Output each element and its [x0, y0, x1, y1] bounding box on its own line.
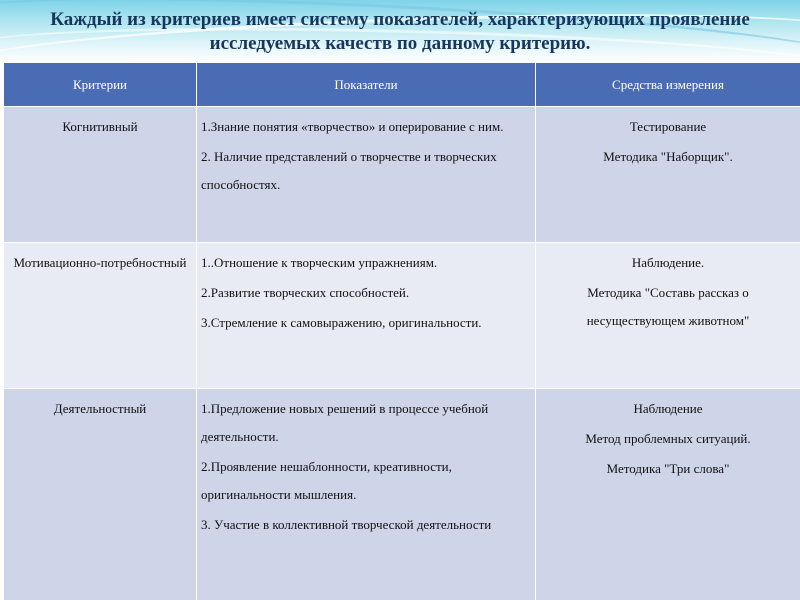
indicator-item: 3. Участие в коллективной творческой деятельности [201, 517, 492, 532]
criterion-label: Деятельностный [53, 401, 147, 416]
measure-item: Наблюдение [633, 401, 703, 416]
indicators-cell [197, 243, 536, 389]
header-indicators: Показатели [197, 63, 536, 107]
criterion-label: Мотивационно-потребностный [13, 255, 187, 270]
indicator-item: 2.Развитие творческих способностей. [201, 285, 410, 300]
measures-cell [536, 243, 800, 389]
indicators-cell [197, 389, 536, 600]
table-header-row [4, 63, 800, 107]
indicator-item: 1..Отношение к творческим упражнениям. [201, 255, 438, 270]
indicator-item: 1.Знание понятия «творчество» и оперирование с ним. [201, 119, 504, 134]
measure-item: Метод проблемных ситуаций. [585, 431, 751, 446]
criterion-cell [4, 389, 197, 600]
slide-title: Каждый из критериев имеет систему показателей, характеризующих проявление исследуемых качеств по данному критерию. [50, 9, 750, 54]
criterion-cell [4, 107, 197, 243]
measure-item: Методика "Составь рассказ о несуществующем животном" [586, 285, 750, 328]
measures-cell [536, 107, 800, 243]
measures-cell [536, 389, 800, 600]
measure-item: Наблюдение. [631, 255, 705, 270]
criterion-cell [4, 243, 197, 389]
header-criteria: Критерии [4, 63, 197, 107]
indicator-item: 3.Стремление к самовыражению, оригинальности. [201, 315, 482, 330]
table-row [4, 389, 800, 600]
table-row [4, 107, 800, 243]
indicator-item: 1.Предложение новых решений в процессе учебной деятельности. [201, 401, 489, 444]
indicator-item: 2.Проявление нешаблонности, креативности, оригинальности мышления. [201, 459, 452, 502]
measure-item: Методика "Наборщик". [603, 149, 733, 164]
indicator-item: 2. Наличие представлений о творчестве и творческих способностях. [201, 149, 497, 192]
criterion-label: Когнитивный [62, 119, 138, 134]
table-row [4, 243, 800, 389]
indicators-cell [197, 107, 536, 243]
header-measures: Средства измерения [536, 63, 800, 107]
measure-item: Методика "Три слова" [606, 461, 730, 476]
criteria-table [3, 62, 800, 600]
measure-item: Тестирование [629, 119, 707, 134]
